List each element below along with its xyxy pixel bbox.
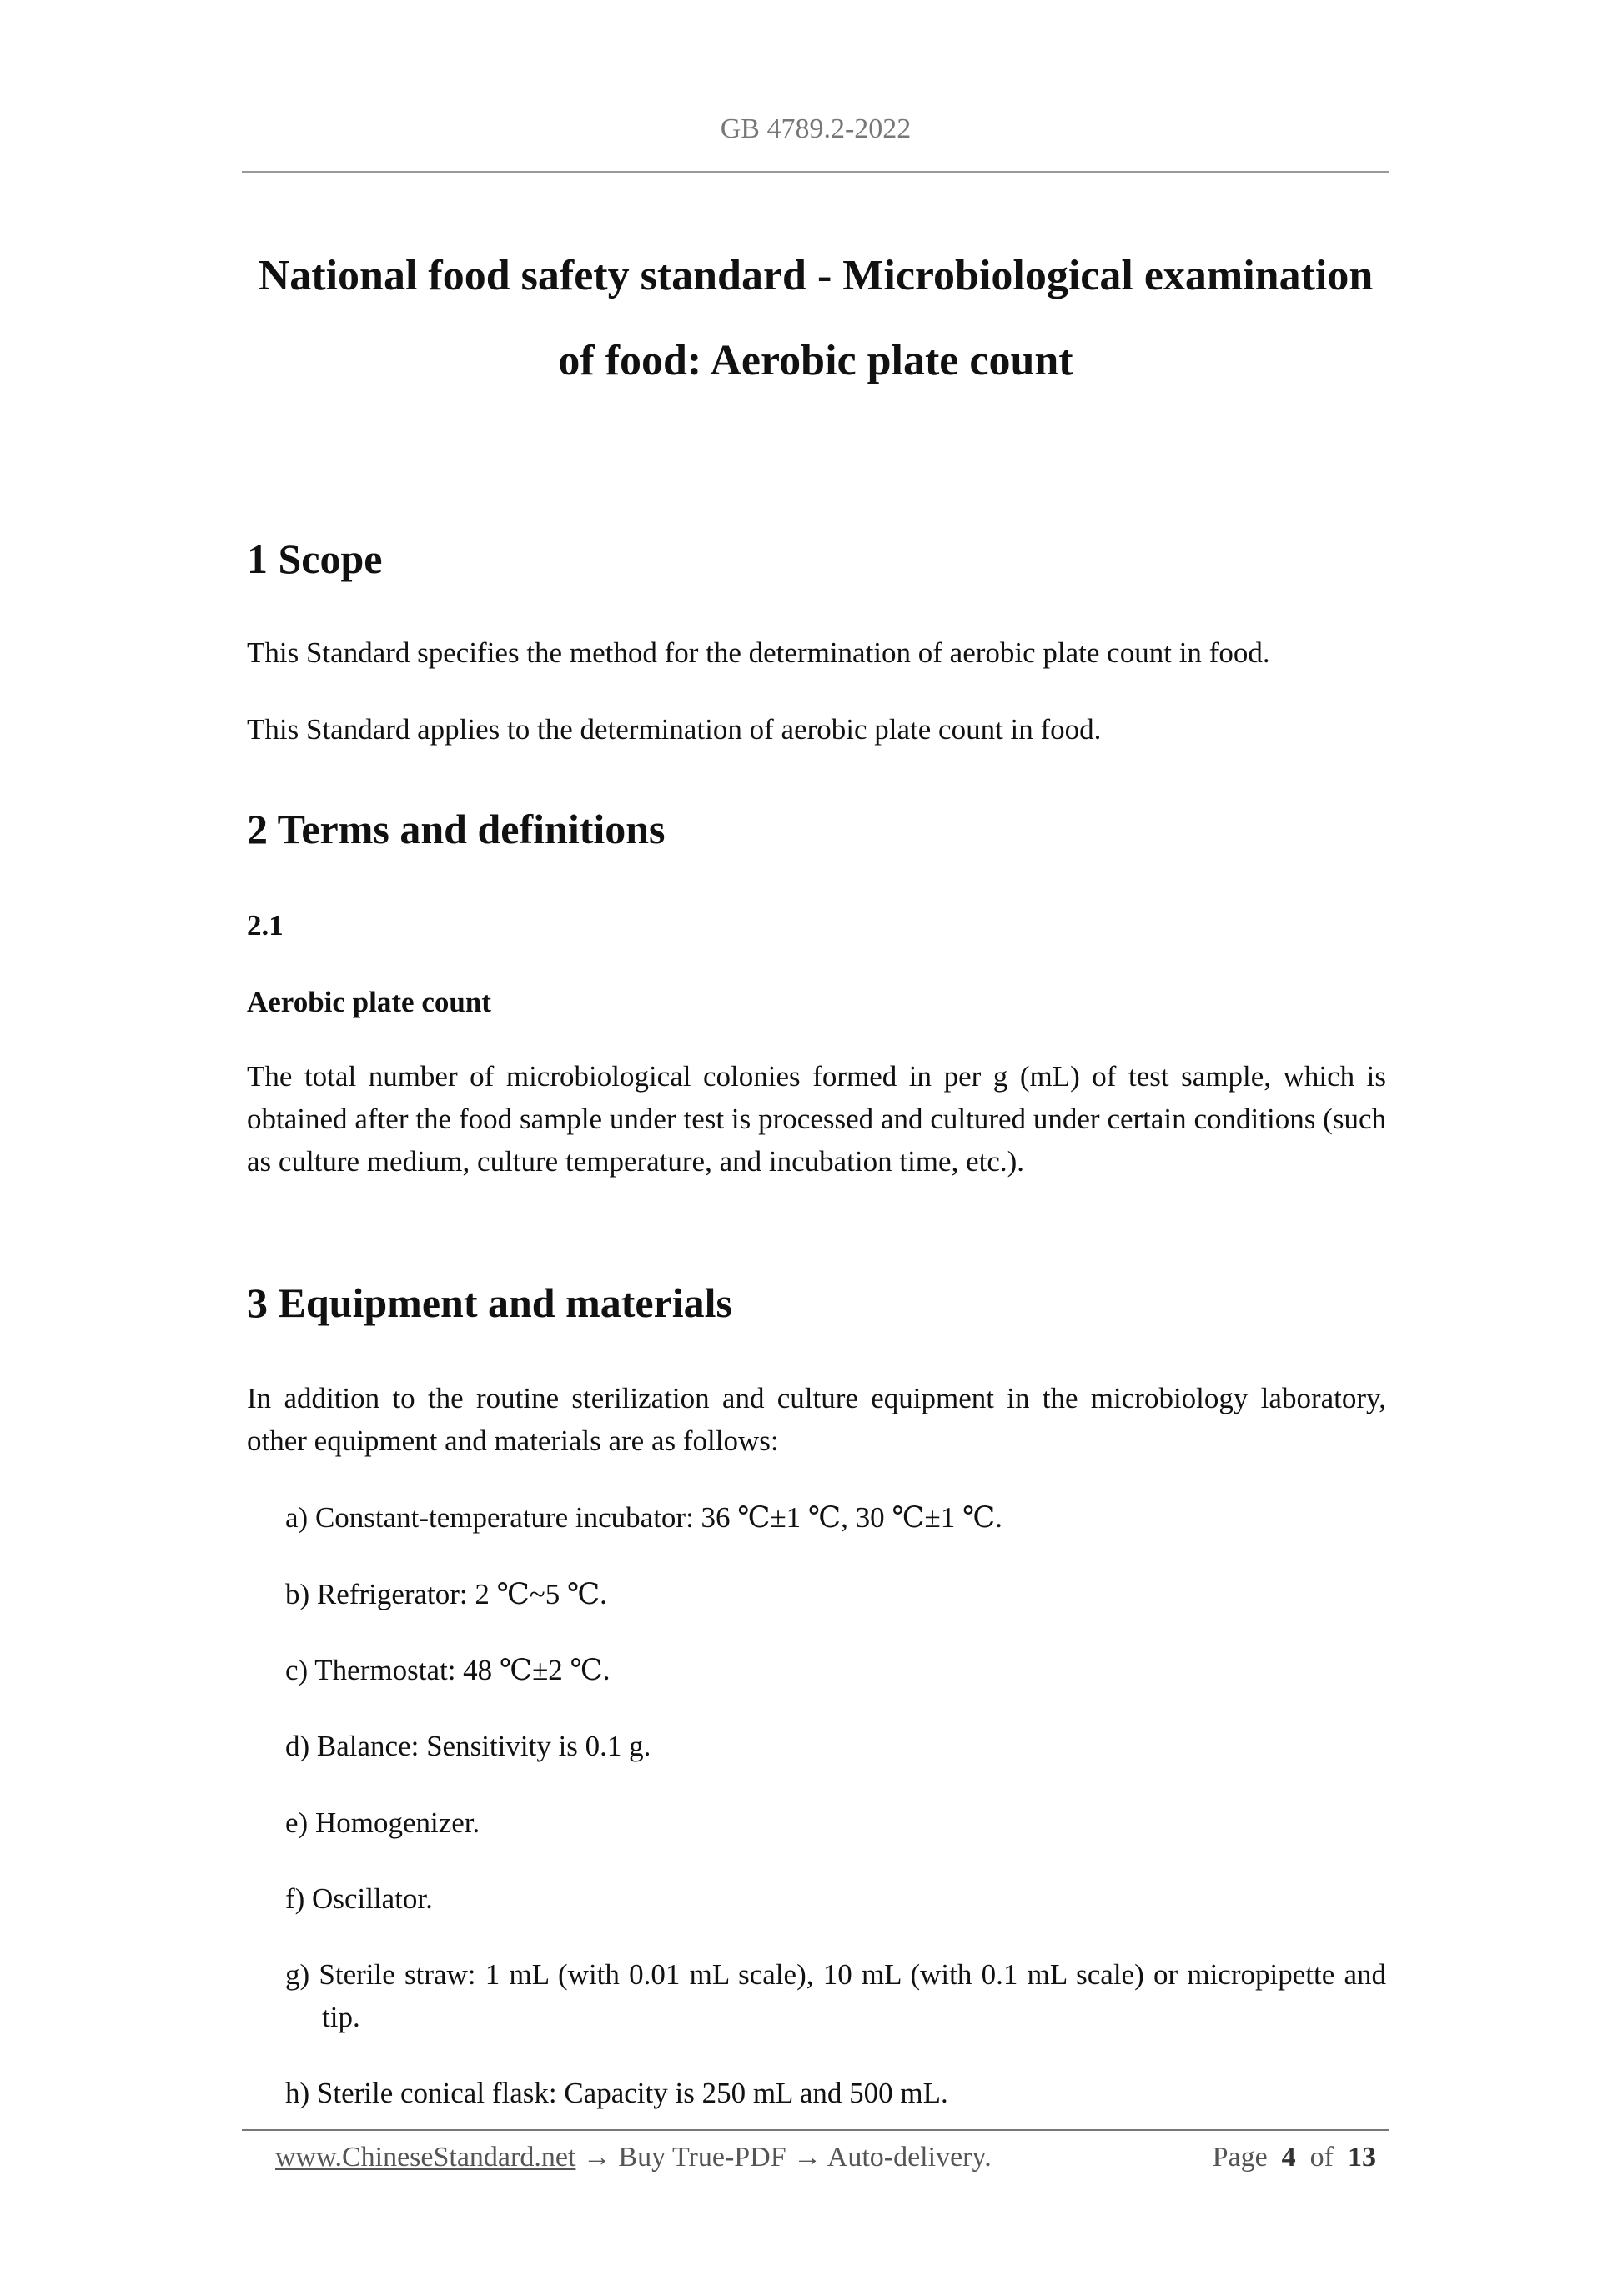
page-indicator — [1213, 2137, 1376, 2178]
section-heading-terms: 2 Terms and definitions — [247, 806, 666, 852]
equipment-item-conical-flask: h) Sterile conical flask: Capacity is 250 mL and 500 mL. — [285, 2077, 948, 2109]
document-title-line-1: National food safety standard - Microbiological examination — [258, 252, 1374, 299]
total-page-count: 13 — [1348, 2142, 1376, 2173]
page-header-code: GB 4789.2-2022 — [720, 113, 912, 144]
section-heading-equipment: 3 Equipment and materials — [247, 1279, 733, 1326]
arrow-icon: → — [793, 2142, 822, 2173]
footer-buy-text: Buy True-PDF — [618, 2142, 786, 2173]
equipment-item-balance: d) Balance: Sensitivity is 0.1 g. — [285, 1730, 651, 1762]
page-footer — [275, 2137, 1376, 2178]
equipment-item-refrigerator: b) Refrigerator: 2 ℃~5 ℃. — [285, 1578, 607, 1610]
of-label: of — [1309, 2142, 1334, 2173]
equipment-item-thermostat: c) Thermostat: 48 ℃±2 ℃. — [285, 1654, 611, 1686]
header-divider — [242, 171, 1389, 173]
footer-delivery-text: Auto-delivery. — [827, 2142, 992, 2173]
footer-divider — [242, 2129, 1389, 2131]
scope-paragraph-2: This Standard applies to the determination of aerobic plate count in food. — [247, 713, 1102, 746]
current-page-number: 4 — [1281, 2142, 1296, 2173]
equipment-item-oscillator: f) Oscillator. — [285, 1882, 433, 1915]
scope-paragraph-1: This Standard specifies the method for the determination of aerobic plate count in food. — [247, 636, 1270, 669]
arrow-icon: → — [582, 2142, 611, 2173]
page-label: Page — [1212, 2142, 1268, 2173]
equipment-item-sterile-straw: g) Sterile straw: 1 mL (with 0.01 mL scale), 10 mL (with 0.1 mL scale) or micropipette and tip. — [285, 1958, 1386, 2033]
term-heading: Aerobic plate count — [247, 986, 491, 1018]
equipment-item-incubator: a) Constant-temperature incubator: 36 ℃±1 ℃, 30 ℃±1 ℃. — [285, 1501, 1002, 1534]
equipment-intro: In addition to the routine sterilization and culture equipment in the microbiology laboratory, other equipment and materials are as follows: — [247, 1382, 1386, 1457]
equipment-item-homogenizer: e) Homogenizer. — [285, 1806, 480, 1839]
term-definition: The total number of microbiological colonies formed in per g (mL) of test sample, which is obtained after the food sample under test is processed and cultured under certain conditions (such as culture medium, culture temperature, and incubation time, etc.). — [247, 1060, 1386, 1178]
clause-number: 2.1 — [247, 909, 284, 942]
document-title — [242, 234, 1389, 404]
document-title-line-2: of food: Aerobic plate count — [558, 337, 1073, 384]
section-heading-scope: 1 Scope — [247, 535, 383, 582]
footer-website-link[interactable]: www.ChineseStandard.net — [275, 2142, 576, 2173]
